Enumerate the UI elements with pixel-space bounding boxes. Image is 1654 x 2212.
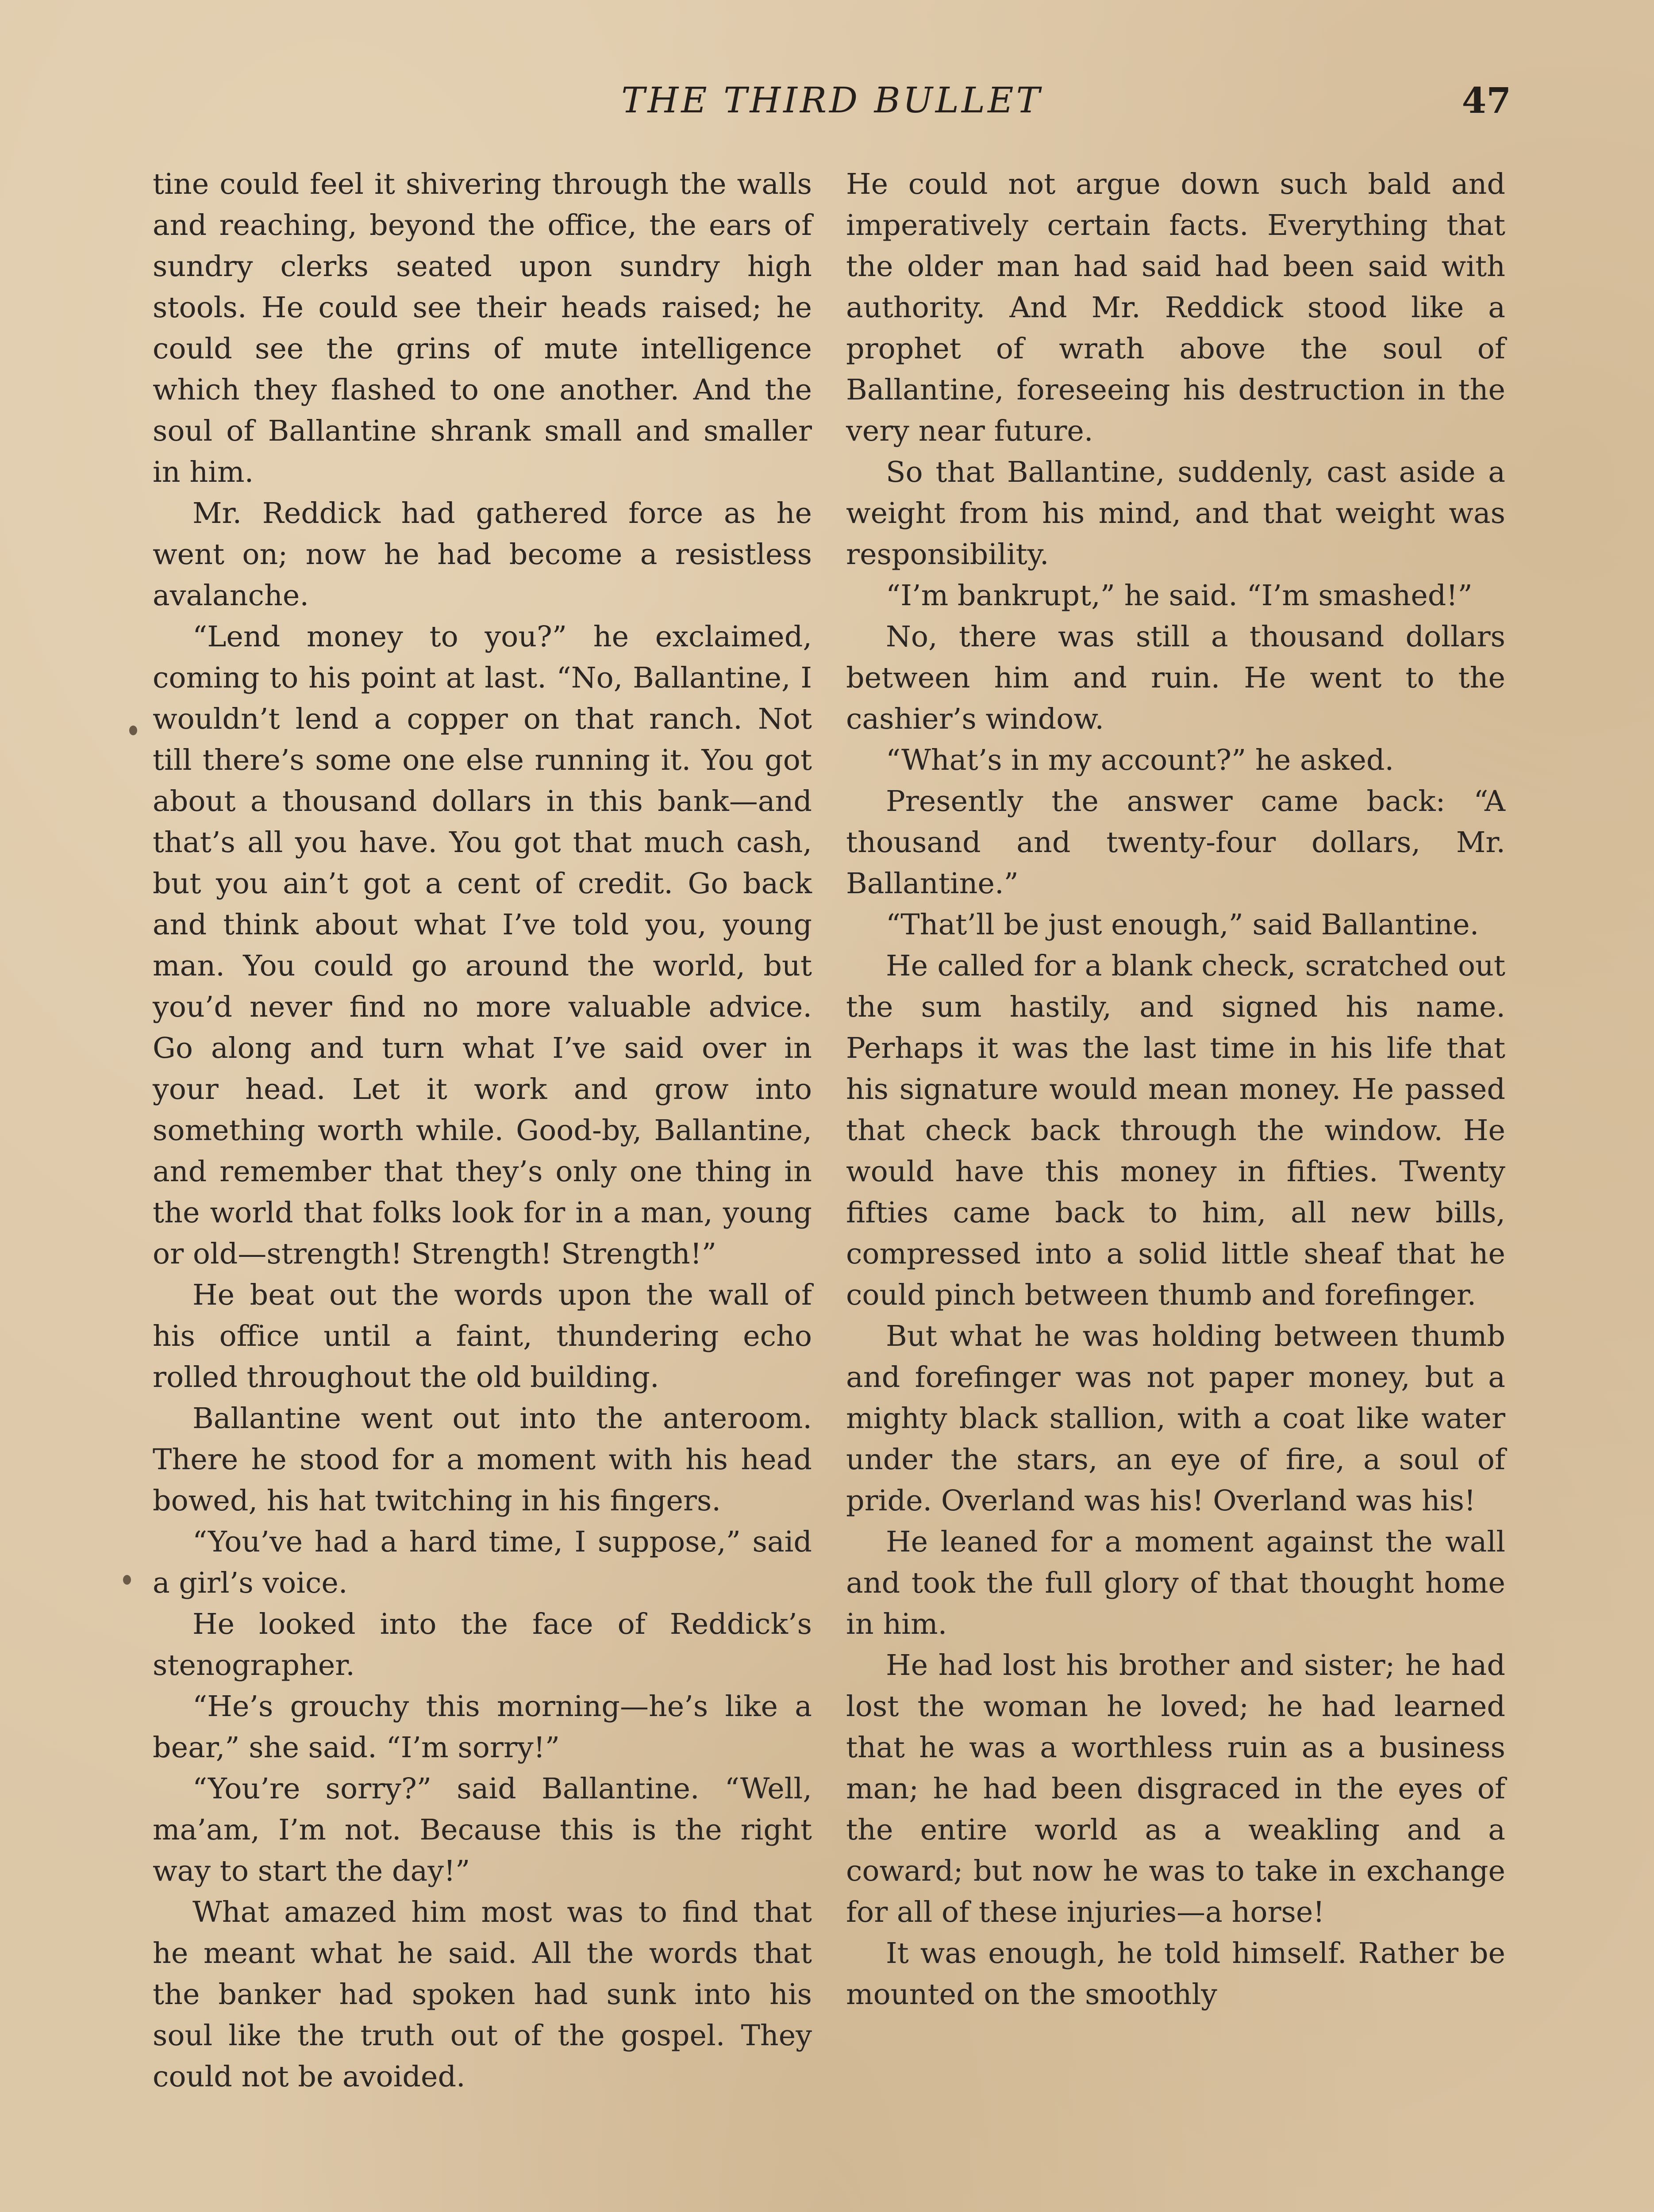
paragraph: No, there was still a thousand dollars between him and ruin. He went to the cashier’s window.: [846, 620, 1505, 736]
paragraph: It was enough, he told himself. Rather be mounted on the smoothly: [846, 1937, 1505, 2011]
paragraph: He had lost his brother and sister; he had lost the woman he loved; he had learned that he was a worthless ruin as a business man; he had been disgraced in the eyes of the entire world as a weakling and a coward; but now he was to take in exchange for all of these injuries—a horse!: [846, 1649, 1505, 1929]
paragraph: “I’m bankrupt,” he said. “I’m smashed!”: [886, 579, 1473, 612]
paragraph: tine could feel it shivering through the walls and reaching, beyond the office, the ears of sundry clerks seated upon sundry high stools. He could see their heads raised; he could see the grins of mute intelligence which they flashed to one another. And the soul of Ballantine shrank small and smaller in him.: [153, 168, 812, 489]
paragraph: Ballantine went out into the anteroom. There he stood for a moment with his head bowed, his hat twitching in his fingers.: [153, 1402, 812, 1517]
page-number: 47: [1462, 80, 1511, 121]
paragraph: Mr. Reddick had gathered force as he went on; now he had become a resistless avalanche.: [153, 497, 812, 612]
paper-speck: [129, 726, 137, 735]
paragraph: So that Ballantine, suddenly, cast aside a weight from his mind, and that weight was responsibility.: [846, 456, 1505, 571]
paragraph: He looked into the face of Reddick’s stenographer.: [153, 1608, 812, 1682]
paragraph: He could not argue down such bald and imperatively certain facts. Everything that the older man had said had been said with authority. And Mr. Reddick stood like a prophet of wrath above the soul of Ballantine, foreseeing his destruction in the very near future.: [846, 168, 1505, 448]
paragraph: He leaned for a moment against the wall and took the full glory of that thought home in him.: [846, 1525, 1505, 1641]
paragraph: “You’re sorry?” said Ballantine. “Well, ma’am, I’m not. Because this is the right way to start the day!”: [153, 1772, 812, 1888]
paragraph: “What’s in my account?” he asked.: [886, 744, 1394, 777]
paper-speck: [123, 1575, 131, 1585]
story-title: THE THIRD BULLET: [621, 80, 1042, 121]
right-column: [846, 164, 1505, 2015]
paragraph: He called for a blank check, scratched out the sum hastily, and signed his name. Perhaps it was the last time in his life that his signature would mean money. He passed that check back through the window. He would have this money in fifties. Twenty fifties came back to him, all new bills, compressed into a solid little sheaf that he could pinch between thumb and forefinger.: [846, 949, 1505, 1312]
running-header: [153, 80, 1511, 133]
paragraph: But what he was holding between thumb and forefinger was not paper money, but a mighty black stallion, with a coat like water under the stars, an eye of fire, a soul of pride. Overland was his! Overland was his!: [846, 1320, 1505, 1517]
paragraph: “He’s grouchy this morning—he’s like a bear,” she said. “I’m sorry!”: [153, 1690, 812, 1764]
left-column: [153, 164, 812, 2097]
paragraph: “Lend money to you?” he exclaimed, coming to his point at last. “No, Ballantine, I wouldn’t lend a copper on that ranch. Not till there’s some one else running it. You got about a thousand dollars in this bank—and that’s all you have. You got that much cash, but you ain’t got a cent of credit. Go back and think about what I’ve told you, young man. You could go around the world, but you’d never find no more valuable advice. Go along and turn what I’ve said over in your head. Let it work and grow into something worth while. Good-by, Ballantine, and remember that they’s only one thing in the world that folks look for in a man, young or old—strength! Strength! Strength!”: [153, 620, 812, 1271]
paragraph: “You’ve had a hard time, I suppose,” said a girl’s voice.: [153, 1525, 812, 1600]
paragraph: What amazed him most was to find that he meant what he said. All the words that the banker had spoken had sunk into his soul like the truth out of the gospel. They could not be avoided.: [153, 1896, 812, 2093]
paragraph: Presently the answer came back: “A thousand and twenty-four dollars, Mr. Ballantine.”: [846, 785, 1505, 900]
paragraph: He beat out the words upon the wall of his office until a faint, thundering echo rolled throughout the old building.: [153, 1279, 812, 1394]
paragraph: “That’ll be just enough,” said Ballantine.: [886, 908, 1479, 941]
